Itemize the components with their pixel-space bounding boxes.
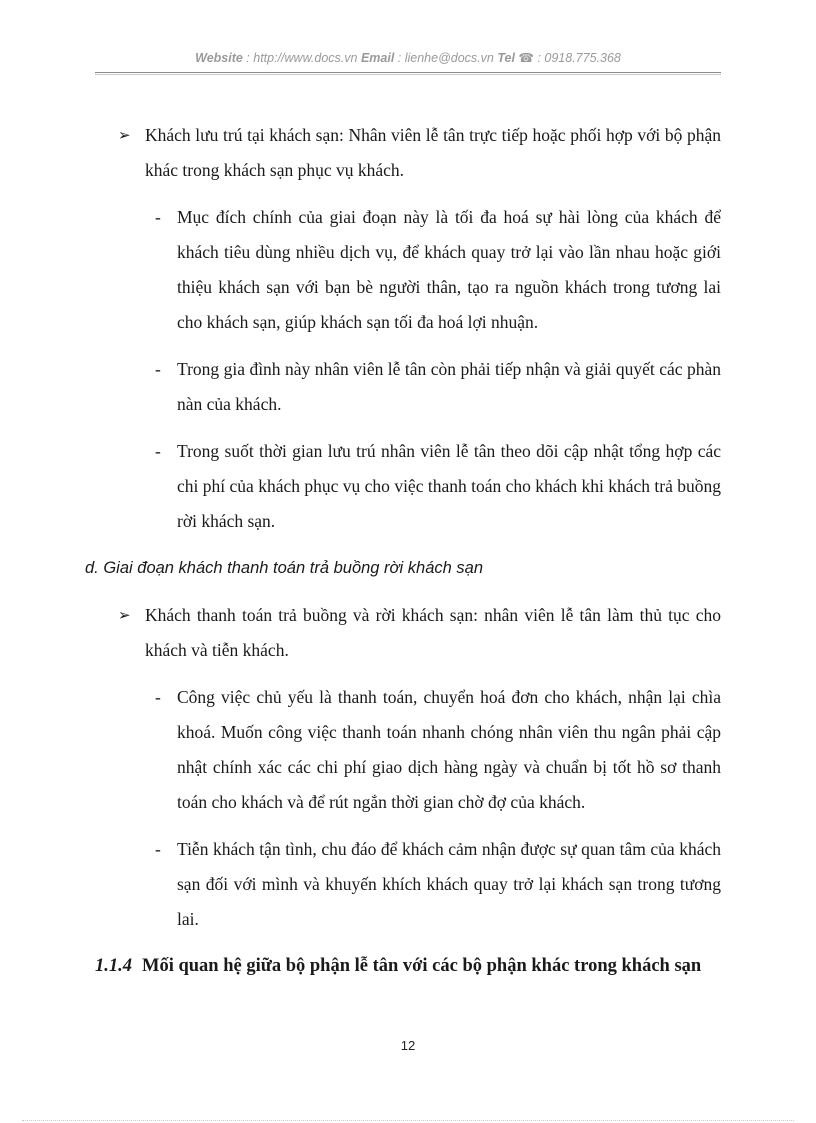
paragraph-text: Trong suốt thời gian lưu trú nhân viên lễ tân theo dõi cập nhật tổng hợp các chi phí của khách phục vụ cho việc thanh toán cho khách khi khách trả buồng rời khách sạn. [177, 441, 721, 531]
section-title: Mối quan hệ giữa bộ phận lễ tân với các bộ phận khác trong khách sạn [142, 956, 702, 976]
dash-bullet-item [95, 352, 721, 422]
arrow-bullet-item [95, 598, 721, 668]
page-content [85, 118, 721, 984]
paragraph-text: Công việc chủ yếu là thanh toán, chuyển hoá đơn cho khách, nhận lại chìa khoá. Muốn công việc thanh toán nhanh chóng nhân viên thu ngân phải cập nhật chính xác các chi phí giao dịch hàng ngày và chuẩn bị tốt hồ sơ thanh toán cho khách và để rút ngắn thời gian chờ đợ của khách. [177, 687, 721, 812]
page-header [95, 50, 721, 65]
dash-bullet-item [95, 680, 721, 820]
email-label: Email [360, 51, 395, 65]
dash-bullet-icon: - [155, 687, 161, 707]
paragraph-text: Khách thanh toán trả buồng và rời khách sạn: nhân viên lễ tân làm thủ tục cho khách và tiễn khách. [145, 605, 721, 660]
subsection-heading: d. Giai đoạn khách thanh toán trả buồng rời khách sạn [85, 559, 483, 577]
arrow-bullet-icon: ➢ [118, 606, 131, 624]
dash-bullet-icon: - [155, 359, 161, 379]
paragraph-text: Mục đích chính của giai đoạn này là tối đa hoá sự hài lòng của khách để khách tiêu dùng nhiều dịch vụ, để khách quay trở lại vào lần nhau hoặc giới thiệu khách sạn với bạn bè người thân, tạo ra nguồn khách trong tương lai cho khách sạn, giúp khách sạn tối đa hoá lợi nhuận. [177, 207, 721, 332]
dash-bullet-icon: - [155, 441, 161, 461]
page-number: 12 [400, 1038, 416, 1053]
section-heading [95, 949, 721, 984]
website-label: Website [195, 51, 243, 65]
arrow-bullet-icon: ➢ [118, 126, 131, 144]
page-bottom-border [22, 1120, 794, 1121]
paragraph-text: Trong gia đình này nhân viên lễ tân còn phải tiếp nhận và giải quyết các phàn nàn của khách. [177, 359, 721, 414]
section-number: 1.1.4 [95, 956, 132, 976]
header-divider [95, 72, 721, 75]
tel-value: ☎ : 0918.775.368 [514, 51, 621, 65]
paragraph-text: Khách lưu trú tại khách sạn: Nhân viên lễ tân trực tiếp hoặc phối hợp với bộ phận khác trong khách sạn phục vụ khách. [145, 125, 721, 180]
dash-bullet-item [95, 200, 721, 340]
arrow-bullet-item [95, 118, 721, 188]
dash-bullet-icon: - [155, 839, 161, 859]
dash-bullet-icon: - [155, 207, 161, 227]
email-value: : lienhe@docs.vn [394, 51, 498, 65]
website-value: : http://www.docs.vn [242, 51, 361, 65]
paragraph-text: Tiễn khách tận tình, chu đáo để khách cảm nhận được sự quan tâm của khách sạn đối với mình và khuyến khích khách quay trở lại khách sạn trong tương lai. [177, 839, 721, 929]
dash-bullet-item [95, 832, 721, 937]
dash-bullet-item [95, 434, 721, 539]
tel-label: Tel [497, 51, 515, 65]
